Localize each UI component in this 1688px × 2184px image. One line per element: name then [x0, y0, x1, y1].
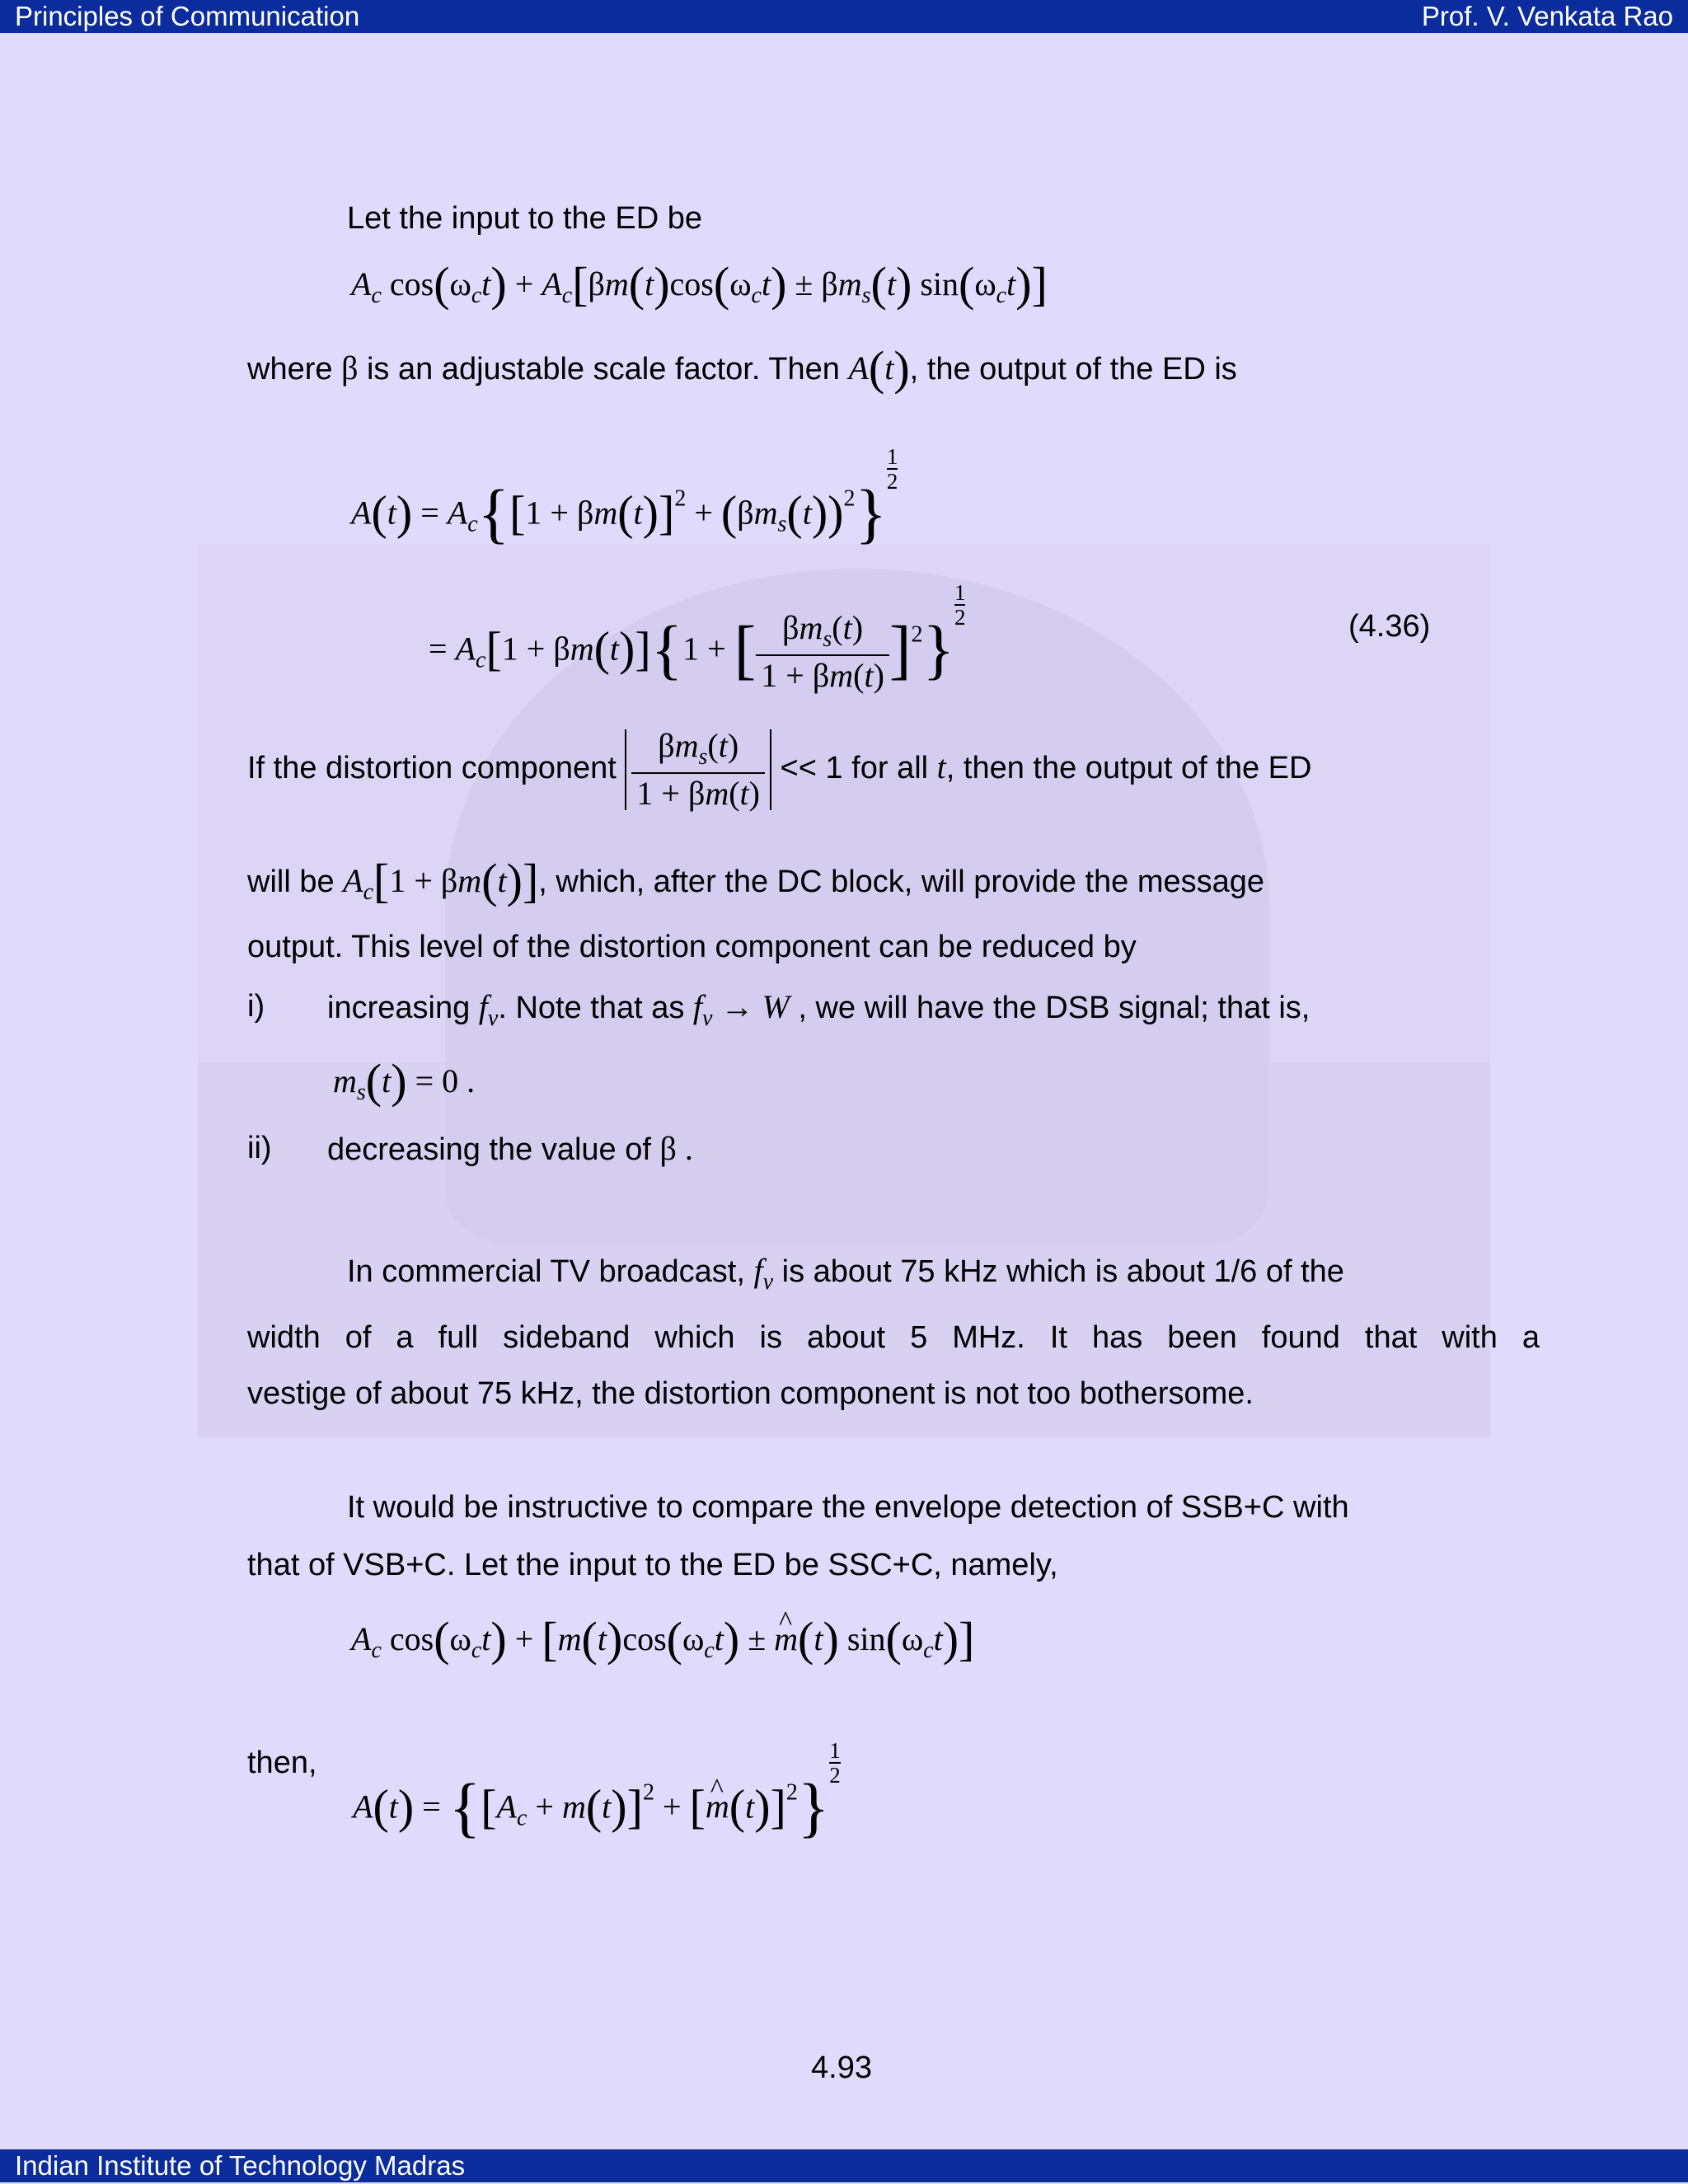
paragraph-where: where β is an adjustable scale factor. Then A(t), the output of the ED is — [247, 341, 1237, 395]
paragraph-tv-2: width of a full sideband which is about 5 MHz. It has been found that with a — [247, 1320, 1540, 1355]
paragraph-compare-2: that of VSB+C. Let the input to the ED be SSC+C, namely, — [247, 1548, 1058, 1582]
equation-input-ssb: $A_c$ $\cos(\omega_ct) + [m(t)\cos(\omega_ct)$ ± ^ m(t) $\sin(\omega_ct)$] — [351, 1615, 974, 1663]
equation-envelope-ssb: $A(t) = \{[A_c + m(t)]^2$ + [^ $m(t)]^2\}\frac{1}{2}$ — [353, 1739, 841, 1840]
header-bar — [0, 0, 1688, 33]
list-item-2-label: ii) — [247, 1131, 272, 1165]
footer-bar — [0, 2149, 1688, 2182]
list-item-1-label: i) — [247, 989, 265, 1024]
paragraph-then: then, — [247, 1746, 317, 1780]
paragraph-will-be: will be $A_c[1 + \beta m(t)]$, which, after the DC block, will provide the message — [247, 854, 1265, 907]
institution-name: Indian Institute of Technology Madras — [15, 2150, 466, 2181]
course-title: Principles of Communication — [15, 1, 360, 31]
page-number: 4.93 — [811, 2050, 872, 2085]
equation-ms-zero: $m_s(t) = 0$ . — [333, 1054, 476, 1108]
list-item-1: increasing $f_v$. Note that as $f_v \to W$ , we will have the DSB signal; that is, — [327, 988, 1311, 1031]
paragraph-reduce: output. This level of the distortion component can be reduced by — [247, 930, 1137, 964]
equation-input-vsb: $A_c$ $\cos(\omega_ct) + A_c[\beta m(t)\cos(\omega_ct) \pm \beta m_s(t)$ $\sin(\omega_ct)$] — [351, 257, 1048, 311]
equation-envelope-2: = $A_c[1 + \beta m(t)]\{1$ + [ $\frac{\beta m_s(t)}{1 + \beta m(t)}$ ]$^2\}\frac{1}{2}$ — [429, 580, 966, 695]
equation-envelope-1: $A(t) = A_c\{[1 + \beta m(t)]^2 + (\beta m_s(t))^2\}\frac{1}{2}$ — [351, 444, 898, 551]
author-name: Prof. V. Venkata Rao — [1421, 1, 1673, 31]
paragraph-compare-1: It would be instructive to compare the envelope detection of SSB+C with — [347, 1490, 1349, 1525]
paragraph-tv-1: In commercial TV broadcast, $f_v$ is about 75 kHz which is about 1/6 of the — [347, 1252, 1344, 1295]
paragraph-intro: Let the input to the ED be — [347, 201, 702, 236]
paragraph-distortion: If the distortion component $\frac{\beta m_s(t)}{1 + \beta m(t)}$ << 1 for all t, then the output of the ED — [247, 727, 1312, 812]
paragraph-tv-3: vestige of about 75 kHz, the distortion component is not too bothersome. — [247, 1376, 1254, 1411]
list-item-2: decreasing the value of β . — [327, 1130, 693, 1167]
equation-number: (4.36) — [1348, 609, 1431, 644]
